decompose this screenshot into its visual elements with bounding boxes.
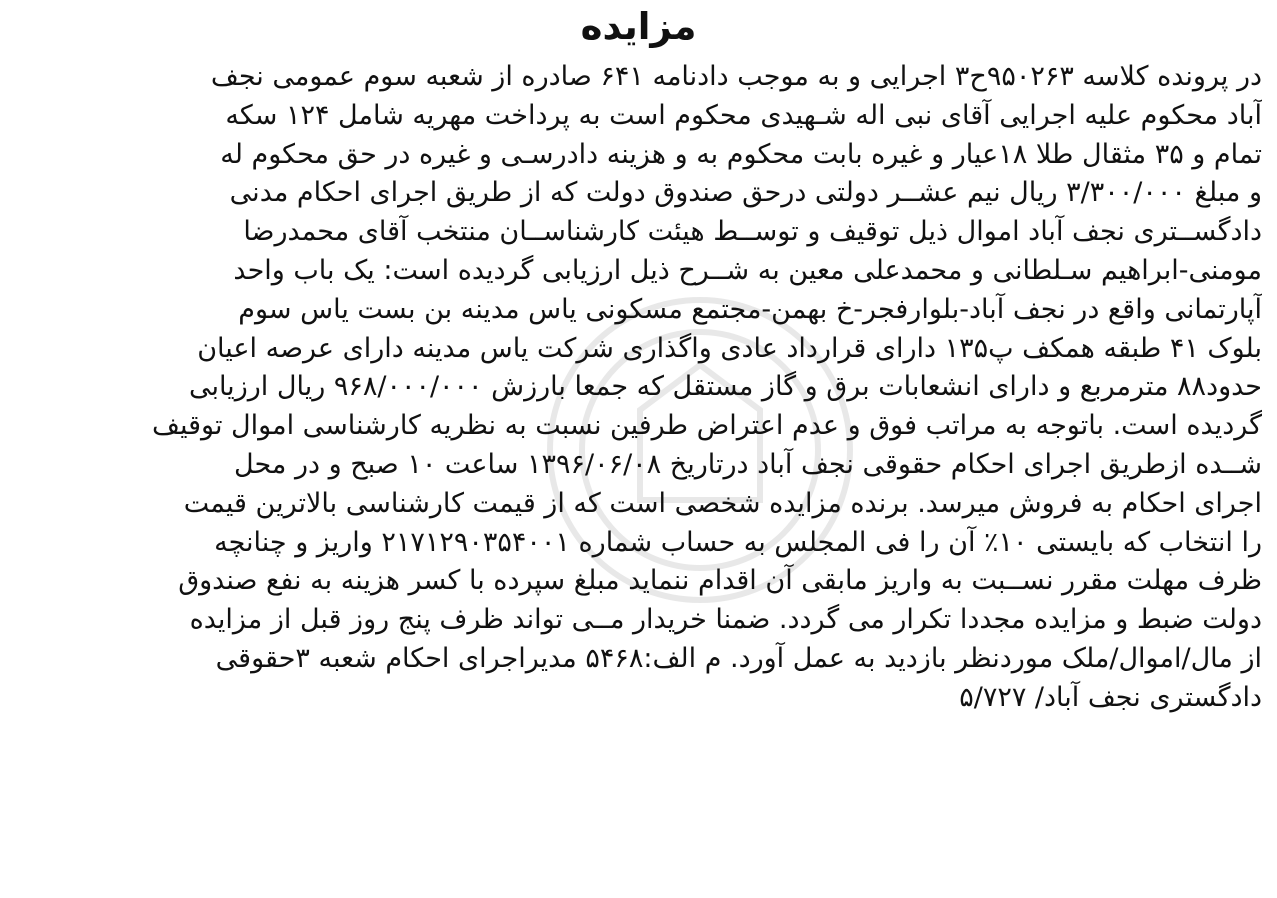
notice-line: ظرف مهلت مقرر نســبت به واریز مابقی آن اقدام ننماید مبلغ سپرده با کسر هزینه به نفع صندوق	[178, 565, 1262, 597]
notice-line: گردیده است. باتوجه به مراتب فوق و عدم اعتراض طرفین نسبت به نظریه کارشناسی اموال توقیف	[152, 410, 1262, 442]
notice-line: اجرای احکام به فروش میرسد. برنده مزایده شخصی است که از قیمت کارشناسی بالاترین قیمت	[183, 487, 1262, 519]
notice-line: آباد محکوم علیه اجرایی آقای نبی اله شـهیدی محکوم است به پرداخت مهریه شامل ۱۲۴ سکه	[225, 99, 1262, 131]
notice-line: دادگســتری نجف آباد اموال ذیل توقیف و توســط هیئت کارشناســان منتخب آقای محمدرضا	[243, 216, 1262, 248]
notice-line: آپارتمانی واقع در نجف آباد-بلوارفجر-خ بهمن-مجتمع مسکونی یاس مدینه بن بست یاس سوم	[238, 293, 1262, 325]
notice-line: حدود۸۸ مترمربع و دارای انشعابات برق و گاز مستقل که جمعا بارزش ۹۶۸/۰۰۰/۰۰۰ ریال ارزیابی	[188, 371, 1262, 403]
notice-line: را انتخاب که بایستی ۱۰٪ آن را فی المجلس به حساب شماره ۲۱۷۱۲۹۰۳۵۴۰۰۱ واریز و چنانچه	[214, 526, 1262, 558]
page-title: مزایده	[580, 5, 697, 48]
notice-line: تمام و ۳۵ مثقال طلا ۱۸عیار و غیره بابت محکوم به و هزینه دادرسـی و غیره در حق محکوم له	[220, 138, 1262, 170]
notice-line: از مال/اموال/ملک موردنظر بازدید به عمل آورد. م الف:۵۴۶۸ مدیراجرای احکام شعبه ۳حقوقی	[215, 642, 1262, 674]
notice-line: در پرونده کلاسه ۹۵۰۲۶۳ح۳ اجرایی و به موجب دادنامه ۶۴۱ صادره از شعبه سوم عمومی نجف	[210, 61, 1262, 92]
notice-line: شــده ازطریق اجرای احکام حقوقی نجف آباد درتاریخ ۱۳۹۶/۰۶/۰۸ ساعت ۱۰ صبح و در محل	[234, 448, 1262, 480]
notice-line: بلوک ۴۱ طبقه همکف پ۱۳۵ دارای قرارداد عادی واگذاری شرکت یاس مدینه دارای عرصه اعیان	[197, 332, 1262, 364]
notice-line: دولت ضبط و مزایده مجددا تکرار می گردد. ضمنا خریدار مــی تواند ظرف پنج روز قبل از مزایده	[189, 604, 1262, 636]
cut-off-footer-text	[430, 890, 439, 898]
notice-signature-line: دادگستری نجف آباد/ ۵/۷۲۷	[959, 681, 1262, 713]
notice-body	[14, 58, 1262, 718]
notice-line: و مبلغ ۳/۳۰۰/۰۰۰ ریال نیم عشــر دولتی درحق صندوق دولت که از طریق اجرای احکام مدنی	[229, 177, 1262, 209]
cut-off-footer-line	[0, 886, 1277, 898]
notice-line: مومنی-ابراهیم سـلطانی و محمدعلی معین به شــرح ذیل ارزیابی گردیده است: یک باب واحد	[233, 254, 1262, 286]
